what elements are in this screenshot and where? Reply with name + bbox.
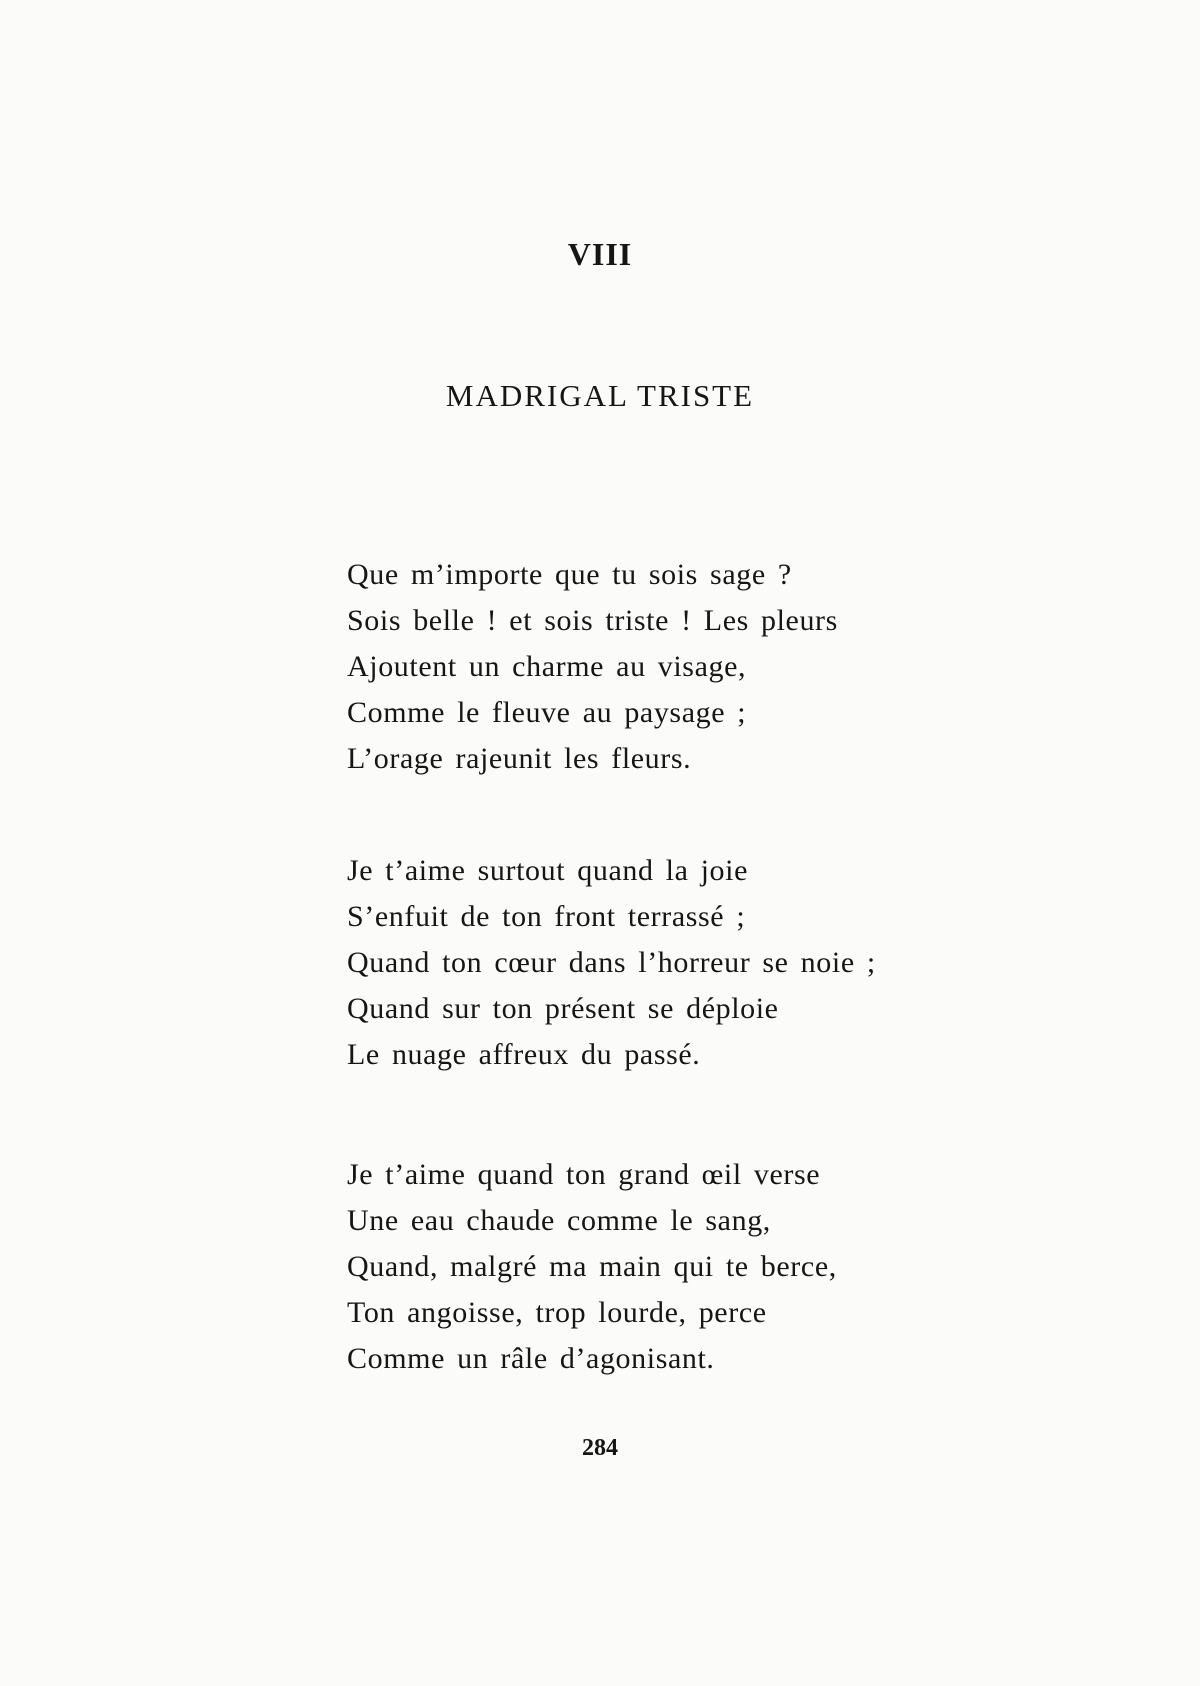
stanza-2 bbox=[347, 848, 876, 1078]
verse-line: Je t’aime surtout quand la joie bbox=[347, 854, 749, 887]
verse-line: Ton angoisse, trop lourde, perce bbox=[347, 1296, 767, 1329]
verse-line: Je t’aime quand ton grand œil verse bbox=[347, 1158, 821, 1191]
verse-line: S’enfuit de ton front terrassé ; bbox=[347, 900, 746, 933]
verse-line: Comme un râle d’agonisant. bbox=[347, 1342, 715, 1375]
page-number: 284 bbox=[582, 1435, 618, 1461]
verse-line: L’orage rajeunit les fleurs. bbox=[347, 742, 692, 775]
verse-line: Ajoutent un charme au visage, bbox=[347, 650, 747, 683]
verse-line: Le nuage affreux du passé. bbox=[347, 1038, 701, 1071]
verse-line: Quand ton cœur dans l’horreur se noie ; bbox=[347, 946, 876, 979]
verse-line: Comme le fleuve au paysage ; bbox=[347, 696, 747, 729]
verse-line: Que m’importe que tu sois sage ? bbox=[347, 558, 792, 591]
poem-title: MADRIGAL TRISTE bbox=[445, 378, 755, 413]
verse-line: Une eau chaude comme le sang, bbox=[347, 1204, 771, 1237]
verse-line: Quand sur ton présent se déploie bbox=[347, 992, 779, 1025]
stanza-3 bbox=[347, 1152, 837, 1382]
stanza-1 bbox=[347, 552, 838, 782]
section-number: VIII bbox=[567, 236, 633, 272]
verse-line: Sois belle ! et sois triste ! Les pleurs bbox=[347, 604, 838, 637]
verse-line: Quand, malgré ma main qui te berce, bbox=[347, 1250, 837, 1283]
